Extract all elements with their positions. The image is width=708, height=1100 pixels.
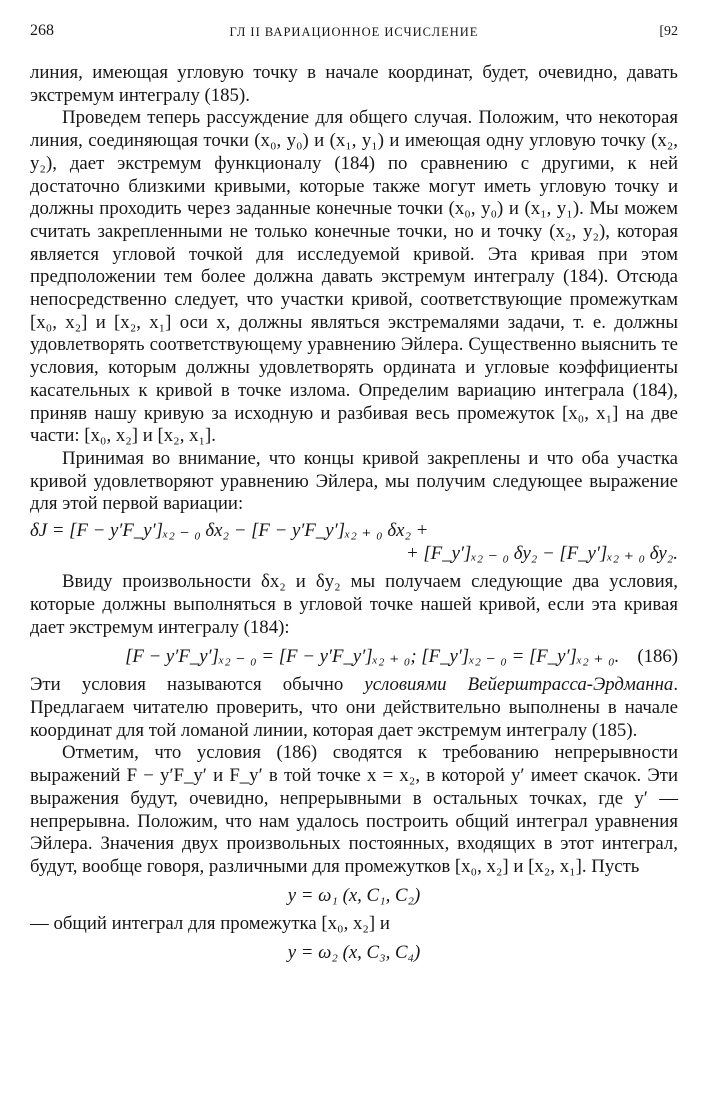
paragraph-weierstrass-erdmann-rest: . Предлагаем читателю проверить, что они действительно выполнены в начале координат для той ломаной линии, которая дает экстремум интегралу (185). <box>30 674 679 741</box>
equation-186-body: [F − y′F_y′]ₓ₂ ₋ ₀ = [F − y′F_y′]ₓ₂ ₊ ₀; [F_y′]ₓ₂ ₋ ₀ = [F_y′]ₓ₂ ₊ ₀. <box>125 645 620 667</box>
equation-omega-2: y = ω₂ (x, C₃, C₄) <box>287 942 421 964</box>
equation-variation-line-1: δJ = [F − y′F_y′]ₓ₂ ₋ ₀ δx₂ − [F − y′F_y′]ₓ₂ ₊ ₀ δx₂ + <box>30 520 429 542</box>
paragraph-first-variation: Принимая во внимание, что концы кривой закреплены и что оба участка кривой удовлетворяют уравнению Эйлера, мы получим следующее выражение для этой первой вариации: <box>30 447 678 515</box>
equation-186 <box>30 646 678 669</box>
page-body <box>30 62 678 971</box>
paragraph-weierstrass-erdmann <box>30 674 678 742</box>
paragraph-general-integral: — общий интеграл для промежутка [x₀, x₂] и <box>30 913 390 935</box>
equation-186-label: (186) <box>637 645 678 667</box>
paragraph-continued: линия, имеющая угловую точку в начале координат, будет, очевидно, давать экстремум интегралу (185). <box>30 62 678 106</box>
paragraph-general-case: Проведем теперь рассуждение для общего случая. Положим, что некоторая линия, соединяющая точки (x₀, y₀) и (x₁, y₁) и имеющая одну угловую точку (x₂, y₂), дает экстремум функционалу (184) по сравнению с другими, к ней достаточно близкими кривыми, которые также могут иметь угловую точку и должны проходить через заданные конечные точки (x₀, y₀) и (x₁, y₁). Мы можем считать закрепленными не только конечные точки, но и точку (x₂, y₂), которая является угловой точкой для исследуемой кривой. Эта кривая при этом предположении тем более должна давать экстремум интегралу (184). Отсюда непосредственно следует, что участки кривой, соответствующие промежуткам [x₀, x₂] и [x₂, x₁] оси x, должны являться экстремалями задачи, т. е. должны удовлетворять соответствующему уравнению Эйлера. Существенно выяснить те условия, которым должны удовлетворять ордината и угловые коэффициенты касательных к кривой в точке излома. Определим вариацию интеграла (184), приняв нашу кривую за исходную и разбивая весь промежуток [x₀, x₁] на две части: [x₀, x₂] и [x₂, x₁]. <box>30 107 678 447</box>
paragraph-conditions: Ввиду произвольности δx₂ и δy₂ мы получаем следующие два условия, которые должны выполняться в угловой точке нашей кривой, если эта кривая дает экстремум интегралу (184): <box>30 571 678 638</box>
running-title: ГЛ II ВАРИАЦИОННОЕ ИСЧИСЛЕНИЕ <box>229 25 479 39</box>
page-number: 268 <box>30 22 54 39</box>
equation-omega-1: y = ω₁ (x, C₁, C₂) <box>287 884 421 906</box>
term-weierstrass-erdmann: условиями Вейерштрасса-Эрдманна <box>364 674 674 696</box>
paragraph-weierstrass-erdmann-text: Эти условия называются обычно <box>30 674 365 696</box>
section-number: [92 <box>659 24 678 39</box>
paragraph-continuity: Отметим, что условия (186) сводятся к требованию непрерывности выражений F − y′F_y′ и F_y′ в той точке x = x₂, в которой y′ имеет скачок. Эти выражения будут, очевидно, непрерывными в остальных точках, где y′ — непрерывна. Положим, что нам удалось построить общий интеграл уравнения Эйлера. Значения двух произвольных постоянных, входящих в этот интеграл, будут, вообще говоря, различными для промежутков [x₀, x₂] и [x₂, x₁]. Пусть <box>30 742 678 877</box>
equation-variation-line-2: + [F_y′]ₓ₂ ₋ ₀ δy₂ − [F_y′]ₓ₂ ₊ ₀ δy₂. <box>406 542 678 564</box>
page-header <box>30 22 678 44</box>
